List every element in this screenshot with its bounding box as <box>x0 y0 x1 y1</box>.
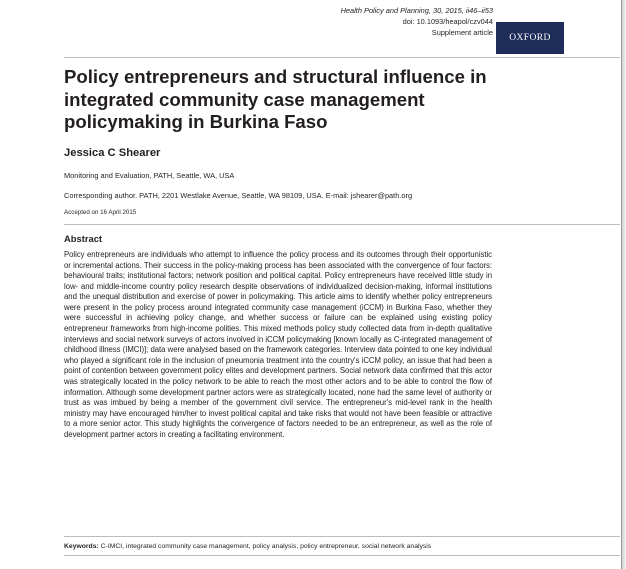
author-name: Jessica C Shearer <box>64 147 161 159</box>
article-title: Policy entrepreneurs and structural influence in integrated community case management policymaking in Burkina Faso <box>64 66 487 132</box>
keywords-label: Keywords: <box>64 543 99 550</box>
correspondence: Corresponding author. PATH, 2201 Westlake Avenue, Seattle, WA 98109, USA. E-mail: jshearer@path.org <box>64 191 413 200</box>
journal-doi: doi: 10.1093/heapol/czv044 <box>402 17 493 26</box>
abstract-divider-bottom <box>64 536 620 537</box>
page-edge-shadow <box>622 0 626 569</box>
article-type: Supplement article <box>431 28 493 37</box>
abstract-text: Policy entrepreneurs are individuals who attempt to influence the policy process and its outcomes through their opportunistic or incremental actions. Their success in the policy-making process has been associated with the convergence of four factors: behavioural traits; institutional factors; network position and political capital. Policy entrepreneurs have received little study in low- and middle-income country policy research despite observations of individualized decision-making, informal institutions and the unequal distribution and exercise of power in policymaking. This article aims to identify whether policy entrepreneurs were present in the policy process around integrated community case management (iCCM) in Burkina Faso, whether they were successful in achieving policy change, and whether success or failure can be explained using existing policy entrepreneur frameworks from high-income polities. This mixed methods policy study collected data from in-depth qualitative interviews and social network surveys of actors involved in iCCM policymaking [known locally as C-integrated management of childhood illness (IMCI)]; data were analysed based on the framework categories. Interview data pointed to one key individual who played a significant role in the inclusion of pneumonia treatment into the country's iCCM policy, an issue that had been a point of contention between government policy elites and development partners. Social network data confirmed that this actor was strategically located in the policy network to be able to reach the most other actors and to be able to control the flow of information. Although some development partner actors were as strategically located, none had the same level of authority or trust as was imbued by being a member of the government civil service. The entrepreneur's mid-level rank in the health ministry may have encouraged him/her to invest political capital and take risks that would not have been feasible or attractive to a more senior actor. This study highlights the convergence of factors needed to be an entrepreneur, as well as the role of development partner actors in creating a facilitating environment. <box>64 250 492 439</box>
keywords <box>64 543 431 550</box>
journal-header <box>341 5 493 38</box>
abstract-divider-top <box>64 224 620 225</box>
abstract-heading: Abstract <box>64 233 103 244</box>
author-affiliation: Monitoring and Evaluation, PATH, Seattle, WA, USA <box>64 171 235 180</box>
keywords-divider <box>64 555 620 556</box>
keywords-text: C-IMCI, integrated community case management, policy analysis, policy entrepreneur, social network analysis <box>100 543 432 550</box>
oxford-logo <box>496 22 564 54</box>
oxford-logo-text: OXFORD <box>509 33 551 43</box>
accepted-date: Accepted on 16 April 2015 <box>64 209 137 216</box>
header-divider <box>64 57 620 58</box>
journal-citation: Health Policy and Planning, 30, 2015, ii46–ii53 <box>340 6 493 15</box>
